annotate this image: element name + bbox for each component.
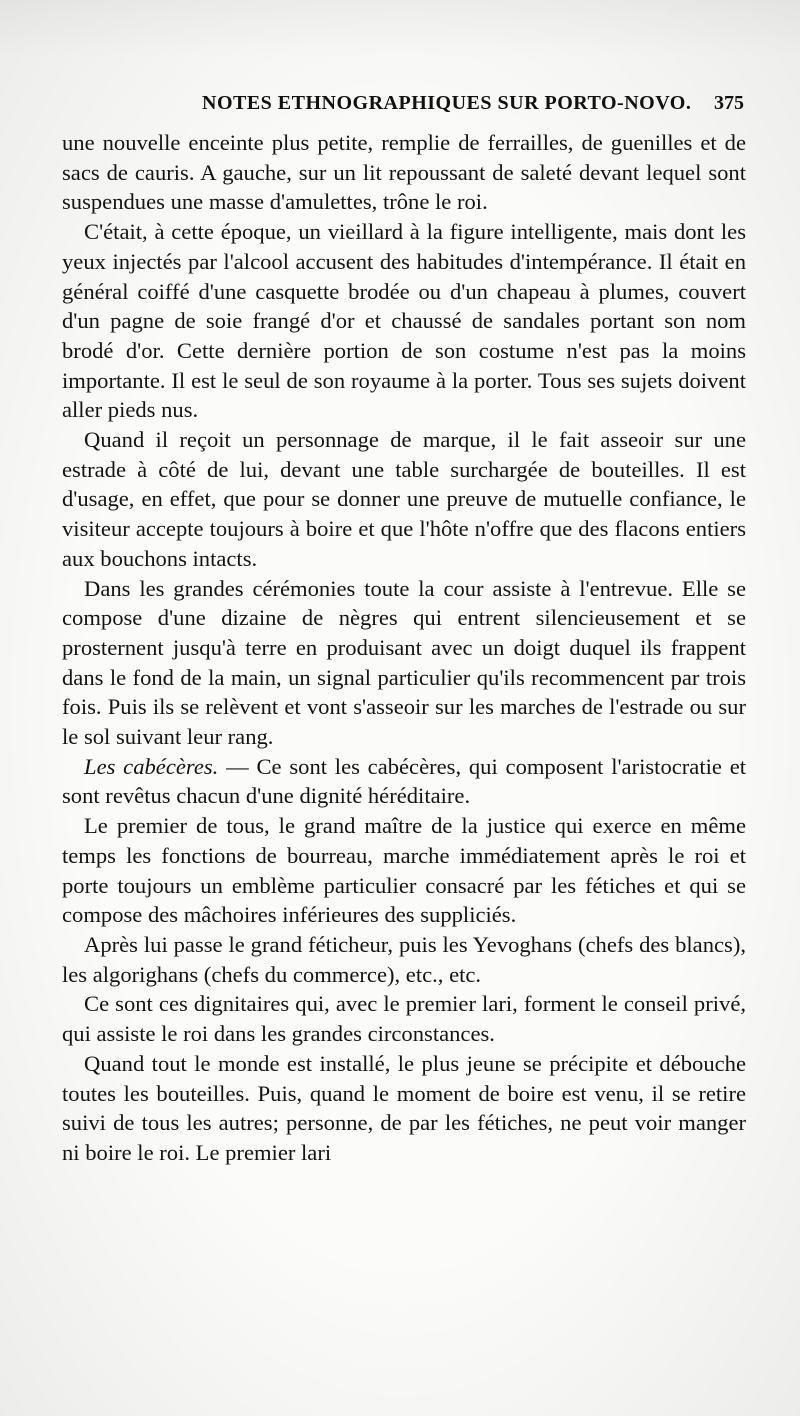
- paragraph-with-heading: [62, 752, 746, 811]
- paragraph: Ce sont ces dignitaires qui, avec le premier lari, forment le conseil privé, qui assiste le roi dans les grandes circonstances.: [62, 991, 746, 1047]
- paragraph: C'était, à cette époque, un vieillard à la figure intelligente, mais dont les yeux injectés par l'alcool accusent des habitudes d'intempérance. Il était en général coiffé d'une casquette brodée ou d'un chapeau à plumes, couvert d'un pagne de soie frangé d'or et chaussé de sandales portant son nom brodé d'or. Cette dernière portion de son costume n'est pas la moins importante. Il est le seul de son royaume à la porter. Tous ses sujets doivent aller pieds nus.: [62, 219, 746, 423]
- paragraph: Quand tout le monde est installé, le plus jeune se précipite et débouche toutes les bouteilles. Puis, quand le moment de boire est venu, il se retire suivi de tous les autres; personne, de par les fétiches, ne peut voir manger ni boire le roi. Le premier lari: [62, 1050, 746, 1165]
- paragraph: Dans les grandes cérémonies toute la cour assiste à l'entrevue. Elle se compose d'une dizaine de nègres qui entrent silencieusement et se prosternent jusqu'à terre en produisant avec un doigt duquel ils frappent dans le fond de la main, un signal particulier qu'ils recommencent par trois fois. Puis ils se relèvent et vont s'asseoir sur les marches de l'estrade ou sur le sol suivant leur rang.: [62, 575, 746, 750]
- paragraph: Après lui passe le grand féticheur, puis les Yevoghans (chefs des blancs), les algorighans (chefs du commerce), etc., etc.: [62, 931, 746, 987]
- running-head: [64, 92, 744, 122]
- paragraph-text: — Ce sont les cabécères, qui composent l'aristocratie et sont revêtus chacun d'une dignité héréditaire.: [62, 753, 746, 809]
- body-text: [62, 128, 746, 1168]
- running-head-title: NOTES ETHNOGRAPHIQUES SUR PORTO-NOVO.: [202, 92, 692, 114]
- paragraph: Le premier de tous, le grand maître de la justice qui exerce en même temps les fonctions de bourreau, marche immédiatement après le roi et porte toujours un emblème particulier consacré par les fétiches et qui se compose des mâchoires inférieures des suppliciés.: [62, 813, 746, 928]
- paragraph: une nouvelle enceinte plus petite, remplie de ferrailles, de guenilles et de sacs de cauris. A gauche, sur un lit repoussant de saleté devant lequel sont suspendues une masse d'amulettes, trône le roi.: [62, 130, 746, 215]
- section-heading: Les cabécères.: [84, 753, 219, 779]
- paragraph: Quand il reçoit un personnage de marque, il le fait asseoir sur une estrade à côté de lui, devant une table surchargée de bouteilles. Il est d'usage, en effet, que pour se donner une preuve de mutuelle confiance, le visiteur accepte toujours à boire et que l'hôte n'offre que des flacons entiers aux bouchons intacts.: [62, 427, 746, 571]
- page-number: 375: [714, 92, 744, 114]
- page-edge-shadow: [0, 0, 800, 60]
